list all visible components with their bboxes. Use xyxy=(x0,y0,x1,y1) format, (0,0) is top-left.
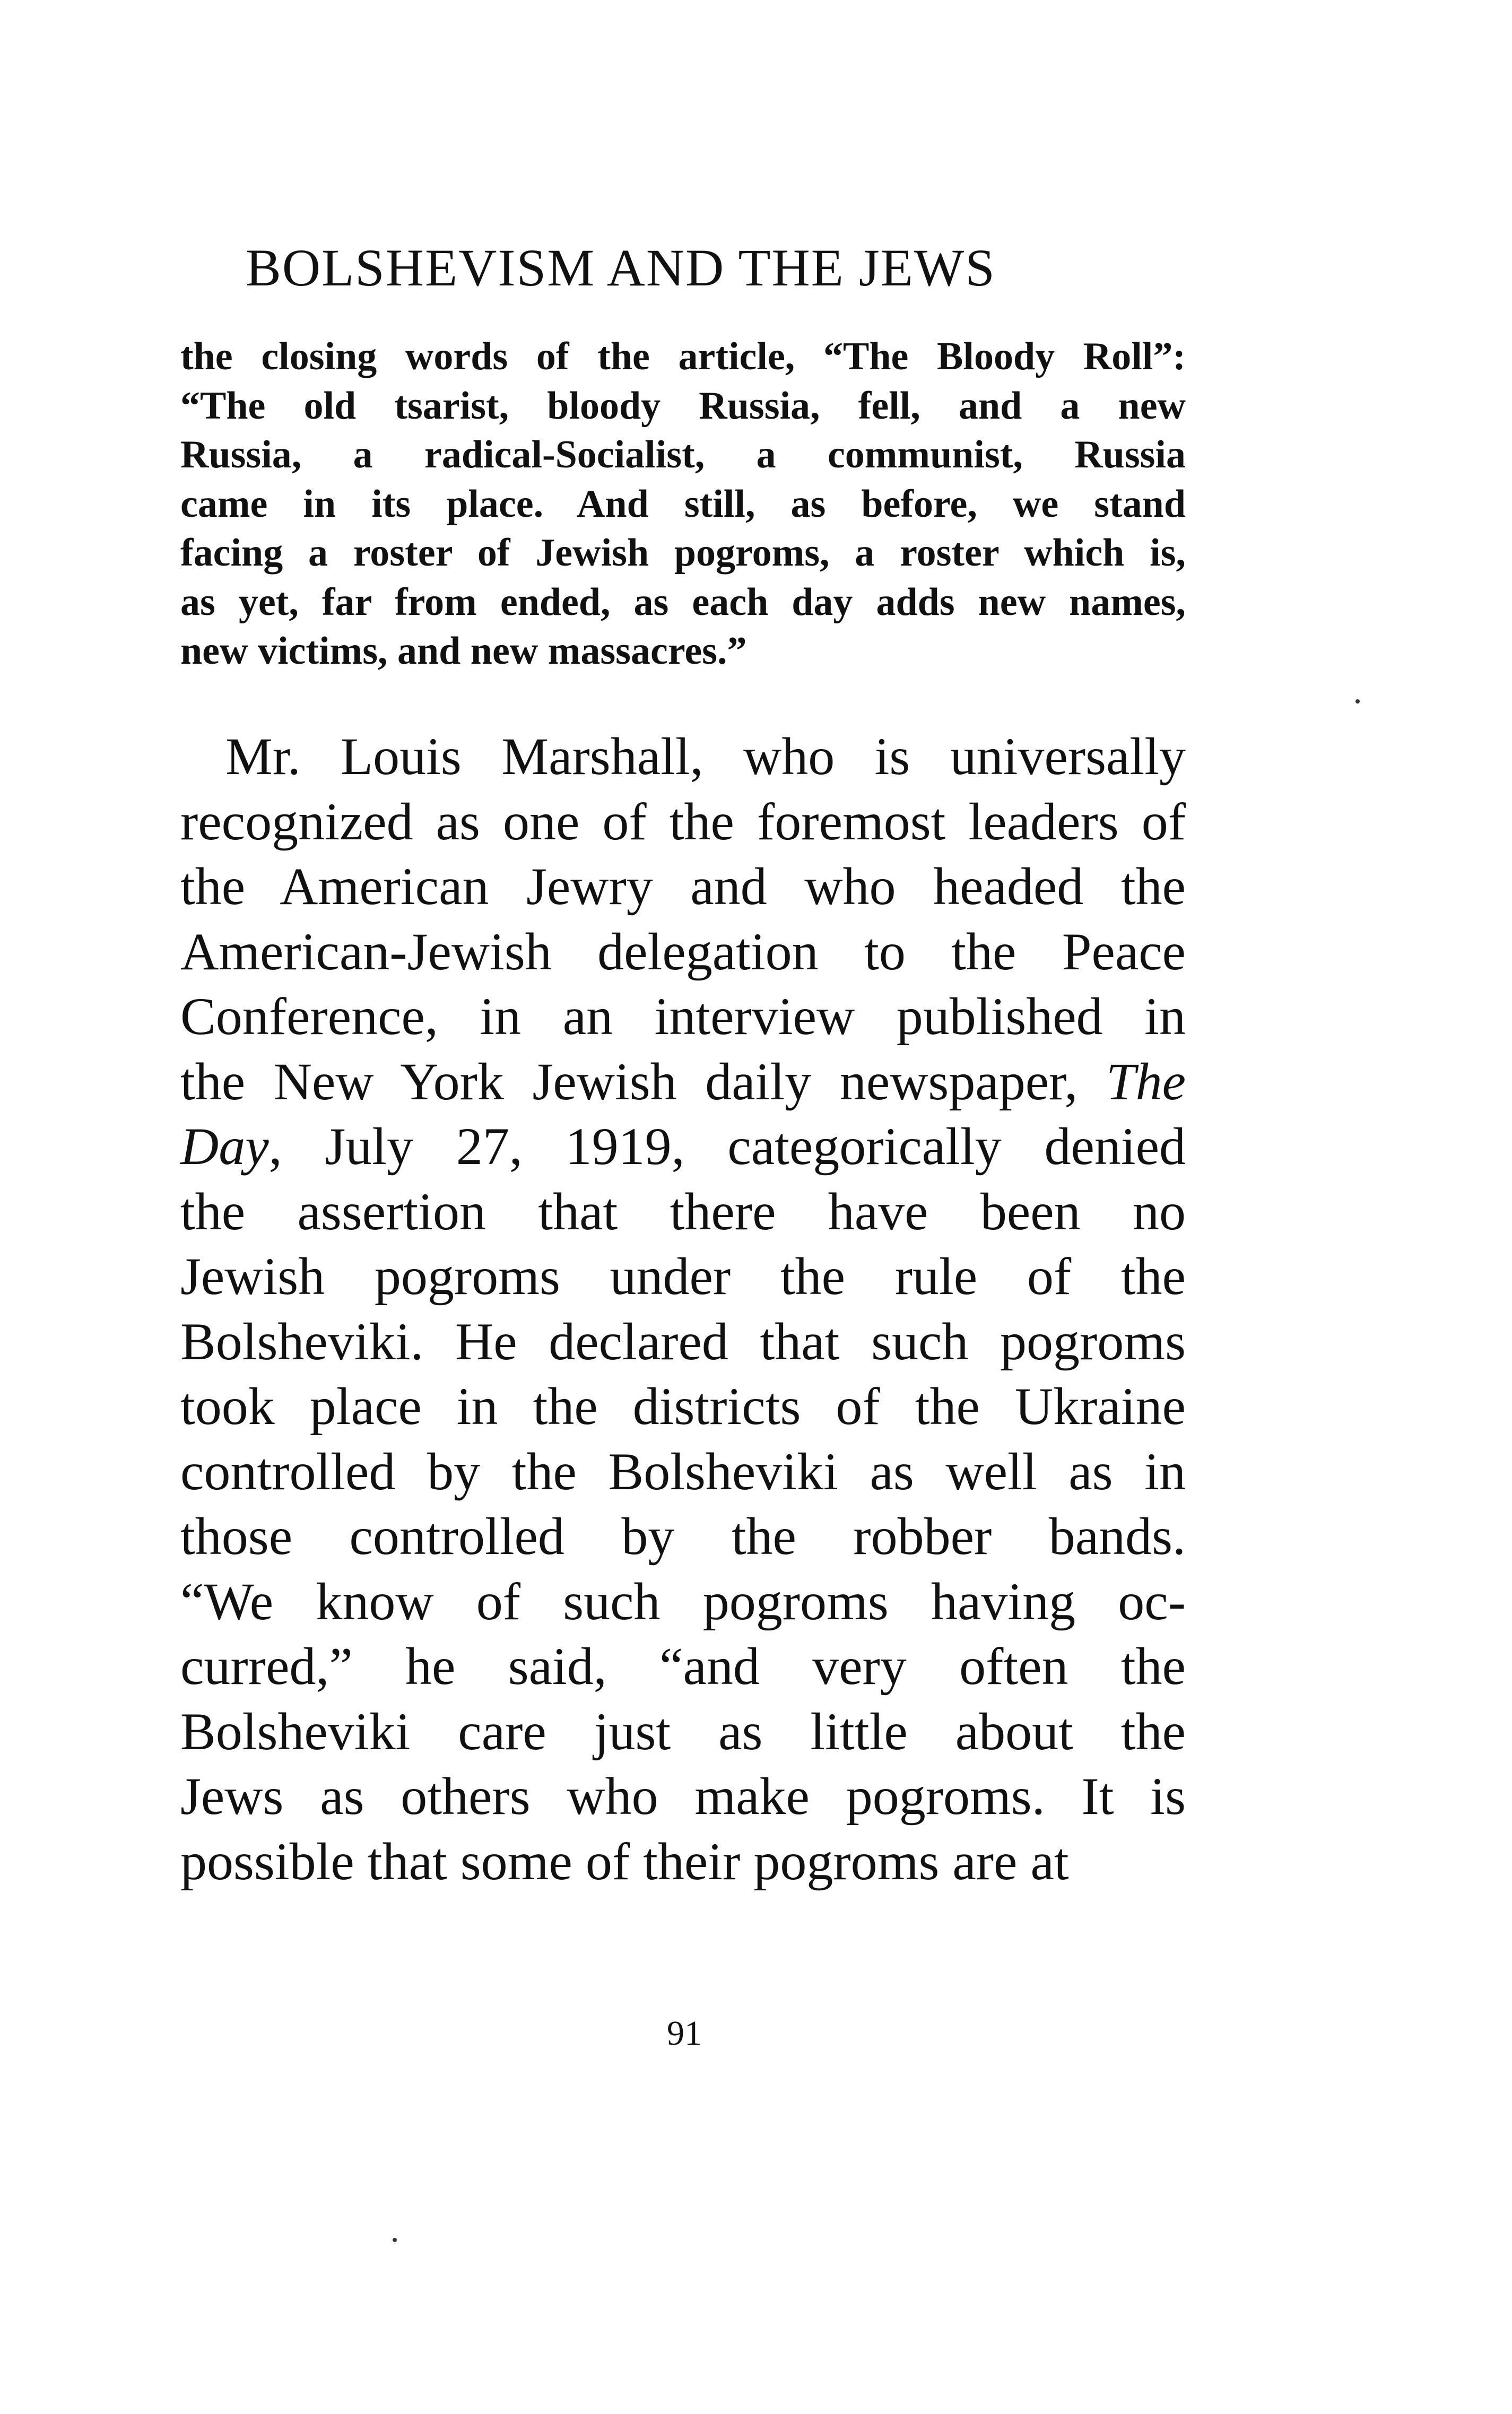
running-head: BOLSHEVISM AND THE JEWS xyxy=(246,238,996,297)
body-line: American-Jewish delegation to the Peace xyxy=(180,922,1186,981)
body-line: Bolsheviki. He declared that such pogroms xyxy=(180,1312,1186,1371)
body-line-with-italic xyxy=(180,1049,1186,1115)
body-line xyxy=(180,1114,1186,1179)
body-line: possible that some of their pogroms are at xyxy=(180,1831,1069,1891)
body-line: Conference, in an interview published in xyxy=(180,987,1186,1046)
newspaper-title-italic: The xyxy=(1106,1052,1186,1111)
body-line: the assertion that there have been no xyxy=(180,1182,1186,1241)
quote-line: “The old tsarist, bloody Russia, fell, and a new xyxy=(180,384,1186,428)
body-line: controlled by the Bolsheviki as well as in xyxy=(180,1442,1186,1501)
body-line: recognized as one of the foremost leaders of xyxy=(180,792,1186,851)
body-line: Jews as others who make pogroms. It is xyxy=(180,1767,1186,1826)
body-line: “We know of such pogroms having oc- xyxy=(180,1571,1186,1631)
body-paragraph xyxy=(180,724,1186,1894)
quote-line: as yet, far from ended, as each day adds new names, xyxy=(180,580,1186,624)
quote-line: Russia, a radical-Socialist, a communist, Russia xyxy=(180,433,1186,476)
body-line: Jewish pogroms under the rule of the xyxy=(180,1247,1186,1306)
body-line: Mr. Louis Marshall, who is universally xyxy=(225,727,1186,786)
quote-line: came in its place. And still, as before, we stand xyxy=(180,482,1186,526)
quote-line: new victims, and new massacres.” xyxy=(180,629,747,673)
quote-line: the closing words of the article, “The Bloody Roll”: xyxy=(180,335,1186,378)
newspaper-title-italic: Day xyxy=(180,1117,269,1176)
body-line: curred,” he said, “and very often the xyxy=(180,1637,1186,1696)
body-line: Bolsheviki care just as little about the xyxy=(180,1701,1186,1761)
quote-line: facing a roster of Jewish pogroms, a roster which is, xyxy=(180,531,1186,575)
print-speck xyxy=(393,2238,397,2242)
body-line-text: Day, July 27, 1919, categorically denied xyxy=(180,1117,1186,1176)
body-line: the American Jewry and who headed the xyxy=(180,857,1186,916)
body-line: those controlled by the robber bands. xyxy=(180,1507,1186,1566)
block-quote xyxy=(180,332,1186,676)
print-speck xyxy=(1355,699,1360,704)
body-line: took place in the districts of the Ukraine xyxy=(180,1377,1186,1436)
body-line-text: the New York Jewish daily newspaper, xyxy=(180,1052,1078,1111)
page-number: 91 xyxy=(667,2014,702,2053)
